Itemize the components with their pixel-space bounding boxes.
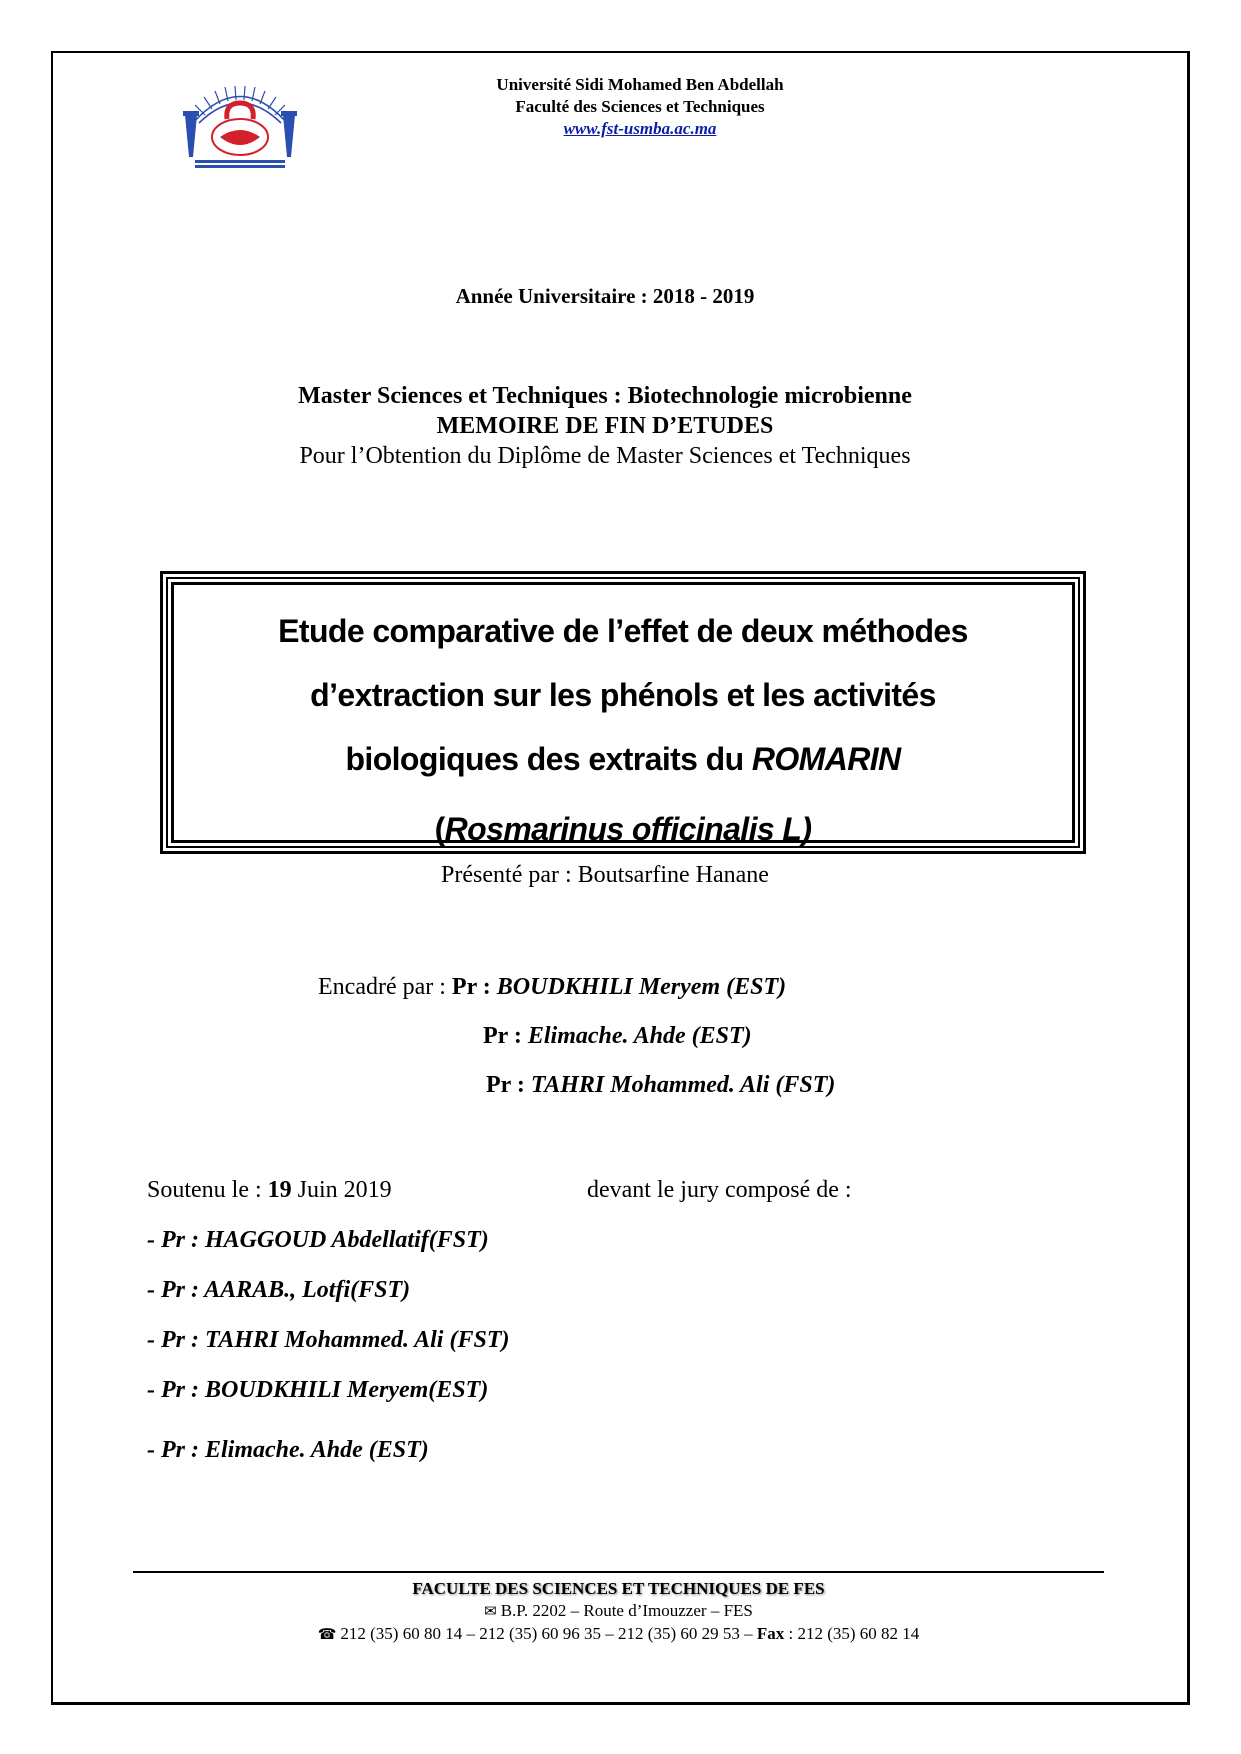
title-paren: ( (434, 811, 445, 847)
jury-member: - Pr : TAHRI Mohammed. Ali (FST) (147, 1327, 510, 1353)
university-emblem-icon (165, 75, 315, 170)
presented-by: Présenté par : Boutsarfine Hanane (441, 862, 769, 888)
university-name: Université Sidi Mohamed Ben Abdellah (496, 75, 784, 94)
fax-label: Fax (756, 1624, 785, 1643)
supervisor-name: TAHRI Mohammed. Ali (FST) (530, 1072, 836, 1098)
supervisor-row (318, 963, 835, 1012)
jury-intro: devant le jury composé de : (587, 1177, 852, 1203)
footer (133, 1578, 1104, 1646)
jury-member: - Pr : HAGGOUD Abdellatif(FST) (147, 1227, 489, 1253)
defense-line (147, 1177, 852, 1204)
supervisor-row (318, 1061, 835, 1110)
supervisor-name: BOUDKHILI Meryem (EST) (496, 974, 787, 1000)
title-line-3 (174, 727, 1072, 791)
faculty-name: Faculté des Sciences et Techniques (515, 97, 765, 116)
diploma-purpose: Pour l’Obtention du Diplôme de Master Sciences et Techniques (299, 443, 911, 469)
master-program: Master Sciences et Techniques : Biotechnologie microbienne (298, 383, 912, 409)
pr-label: Pr : (486, 1072, 531, 1098)
footer-faculty: FACULTE DES SCIENCES ET TECHNIQUES DE FES (412, 1579, 825, 1598)
thesis-title-box (160, 571, 1086, 854)
title-line-4 (174, 797, 1072, 861)
jury-member: - Pr : Elimache. Ahde (EST) (147, 1437, 429, 1463)
mail-icon: ✉ (484, 1604, 497, 1620)
plant-common-name: ROMARIN (751, 741, 901, 777)
title-line-1: Etude comparative de l’effet de deux méthodes (278, 613, 968, 649)
supervisors-block (318, 963, 835, 1110)
university-header (470, 74, 810, 140)
phone-numbers: 212 (35) 60 80 14 – 212 (35) 60 96 35 – 212 (35) 60 29 53 – (340, 1624, 757, 1643)
academic-year: Année Universitaire : 2018 - 2019 (455, 284, 755, 308)
university-logo (165, 75, 315, 170)
jury-member: - Pr : AARAB., Lotfi(FST) (147, 1277, 411, 1303)
website-link[interactable]: www.fst-usmba.ac.ma (563, 119, 717, 138)
footer-phones (133, 1623, 1104, 1646)
footer-address (133, 1600, 1104, 1623)
footer-divider (133, 1571, 1104, 1573)
supervisor-row (318, 1012, 835, 1061)
jury-member: - Pr : BOUDKHILI Meryem(EST) (147, 1377, 489, 1403)
plant-scientific-name: Rosmarinus officinalis L) (444, 811, 812, 847)
fax-number: : 212 (35) 60 82 14 (784, 1624, 920, 1643)
jury-list (147, 1225, 509, 1485)
supervised-by-label: Encadré par : (318, 974, 452, 1000)
memoire-heading: MEMOIRE DE FIN D’ETUDES (436, 413, 774, 439)
title-line-2: d’extraction sur les phénols et les activités (310, 677, 936, 713)
defense-day: 19 (267, 1177, 292, 1203)
program-block (0, 381, 1210, 471)
defense-label: Soutenu le : (147, 1177, 268, 1203)
address-text: B.P. 2202 – Route d’Imouzzer – FES (500, 1601, 753, 1620)
phone-icon: ☎ (317, 1627, 337, 1643)
title-line-3-text: biologiques des extraits du (345, 741, 752, 777)
pr-label: Pr : (451, 974, 497, 1000)
thesis-title (171, 582, 1075, 847)
defense-month-year: Juin 2019 (291, 1177, 392, 1203)
supervisor-name: Elimache. Ahde (EST) (527, 1023, 752, 1049)
pr-label: Pr : (483, 1023, 528, 1049)
